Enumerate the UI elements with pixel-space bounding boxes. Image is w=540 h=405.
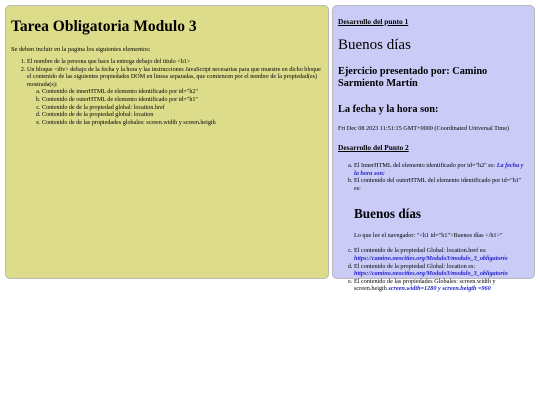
dom-properties-list-cont: [338, 247, 529, 293]
section-heading-punto2: Desarrollo del Punto 2: [338, 143, 409, 152]
property-value: screen.width=1280 y screen.heigth =960: [388, 285, 491, 293]
property-value: https://camino.neocities.org/Modulo3/modulo_3_obligatorio: [354, 270, 508, 278]
property-value: https://camino.neocities.org/Modulo3/modulo_3_obligatorio: [354, 254, 508, 262]
date-heading: La fecha y la hora son:: [338, 104, 439, 115]
list-item: [354, 162, 529, 177]
dom-properties-list: [338, 162, 529, 192]
list-item: [354, 177, 529, 192]
property-label: El InnerHTML del elemento identificado por id="h2" es:: [354, 162, 497, 169]
requirement-item-text: Un bloque <div> debajo de la fecha y la hora y las instrucciones JavaScript necesarias para que muestre en dicho bloque el contenido de las siguientes propiedades DOM en lineas separadas, que comiencen por el nombre de la propiedad(es) mostrada(s):: [27, 66, 321, 88]
author-heading: Ejercicio presentado por: Camino Sarmiento Martín: [338, 66, 488, 89]
requirements-list: [11, 59, 323, 127]
property-label: El contenido de las propiedades Globales: screen.width y screen.heigth: [354, 277, 496, 293]
property-label: El contenido de la propiedad Global: location es:: [354, 262, 476, 270]
list-item: [354, 278, 529, 293]
requirement-subitem: e. Contenido de de las propiedades globales: screen.width y screen.heigth: [42, 120, 323, 128]
section-heading-punto1: Desarrollo del punto 1: [338, 17, 409, 26]
browser-reads-text: Lo que lee el navegador: "<h1 id="h1">Buenos días </h1>": [354, 232, 503, 240]
list-item: [354, 247, 529, 262]
requirement-item: 1. El nombre de la persona que hace la entrega debajo del titulo <h1>: [27, 59, 323, 67]
greeting-heading: Buenos días: [338, 37, 411, 53]
property-label: El contenido del outerHTML del elemento identificado por id="h1" es:: [354, 177, 522, 192]
requirement-subitem: b. Contenido de outerHTML de elemento identificado por id="h1": [42, 97, 323, 105]
date-value: Fri Dec 08 2023 11:51:15 GMT+0000 (Coordinated Universal Time): [338, 125, 509, 132]
property-value: La fecha y la hora son:: [354, 162, 524, 177]
outer-html-greeting: Buenos días: [354, 206, 422, 222]
property-label: El contenido de la propiedad Global: location.href es:: [354, 247, 487, 255]
development-panel: [332, 5, 535, 293]
requirement-item: [27, 67, 323, 128]
requirement-subitem: a. Contenido de innerHTML de elemento identificado por id="h2": [42, 89, 323, 97]
list-item: [354, 263, 529, 278]
requirement-subitem: c. Contenido de de la propiedad global: location.href: [42, 105, 323, 113]
requirement-sublist: [27, 89, 323, 127]
requirement-subitem: d. Contenido de de la propiedad global: location: [42, 112, 323, 120]
intro-text: Se deben incluir en la pagina los siguientes elementos:: [11, 46, 151, 53]
requirements-panel: [5, 5, 329, 279]
page-title: Tarea Obligatoria Modulo 3: [11, 18, 197, 35]
